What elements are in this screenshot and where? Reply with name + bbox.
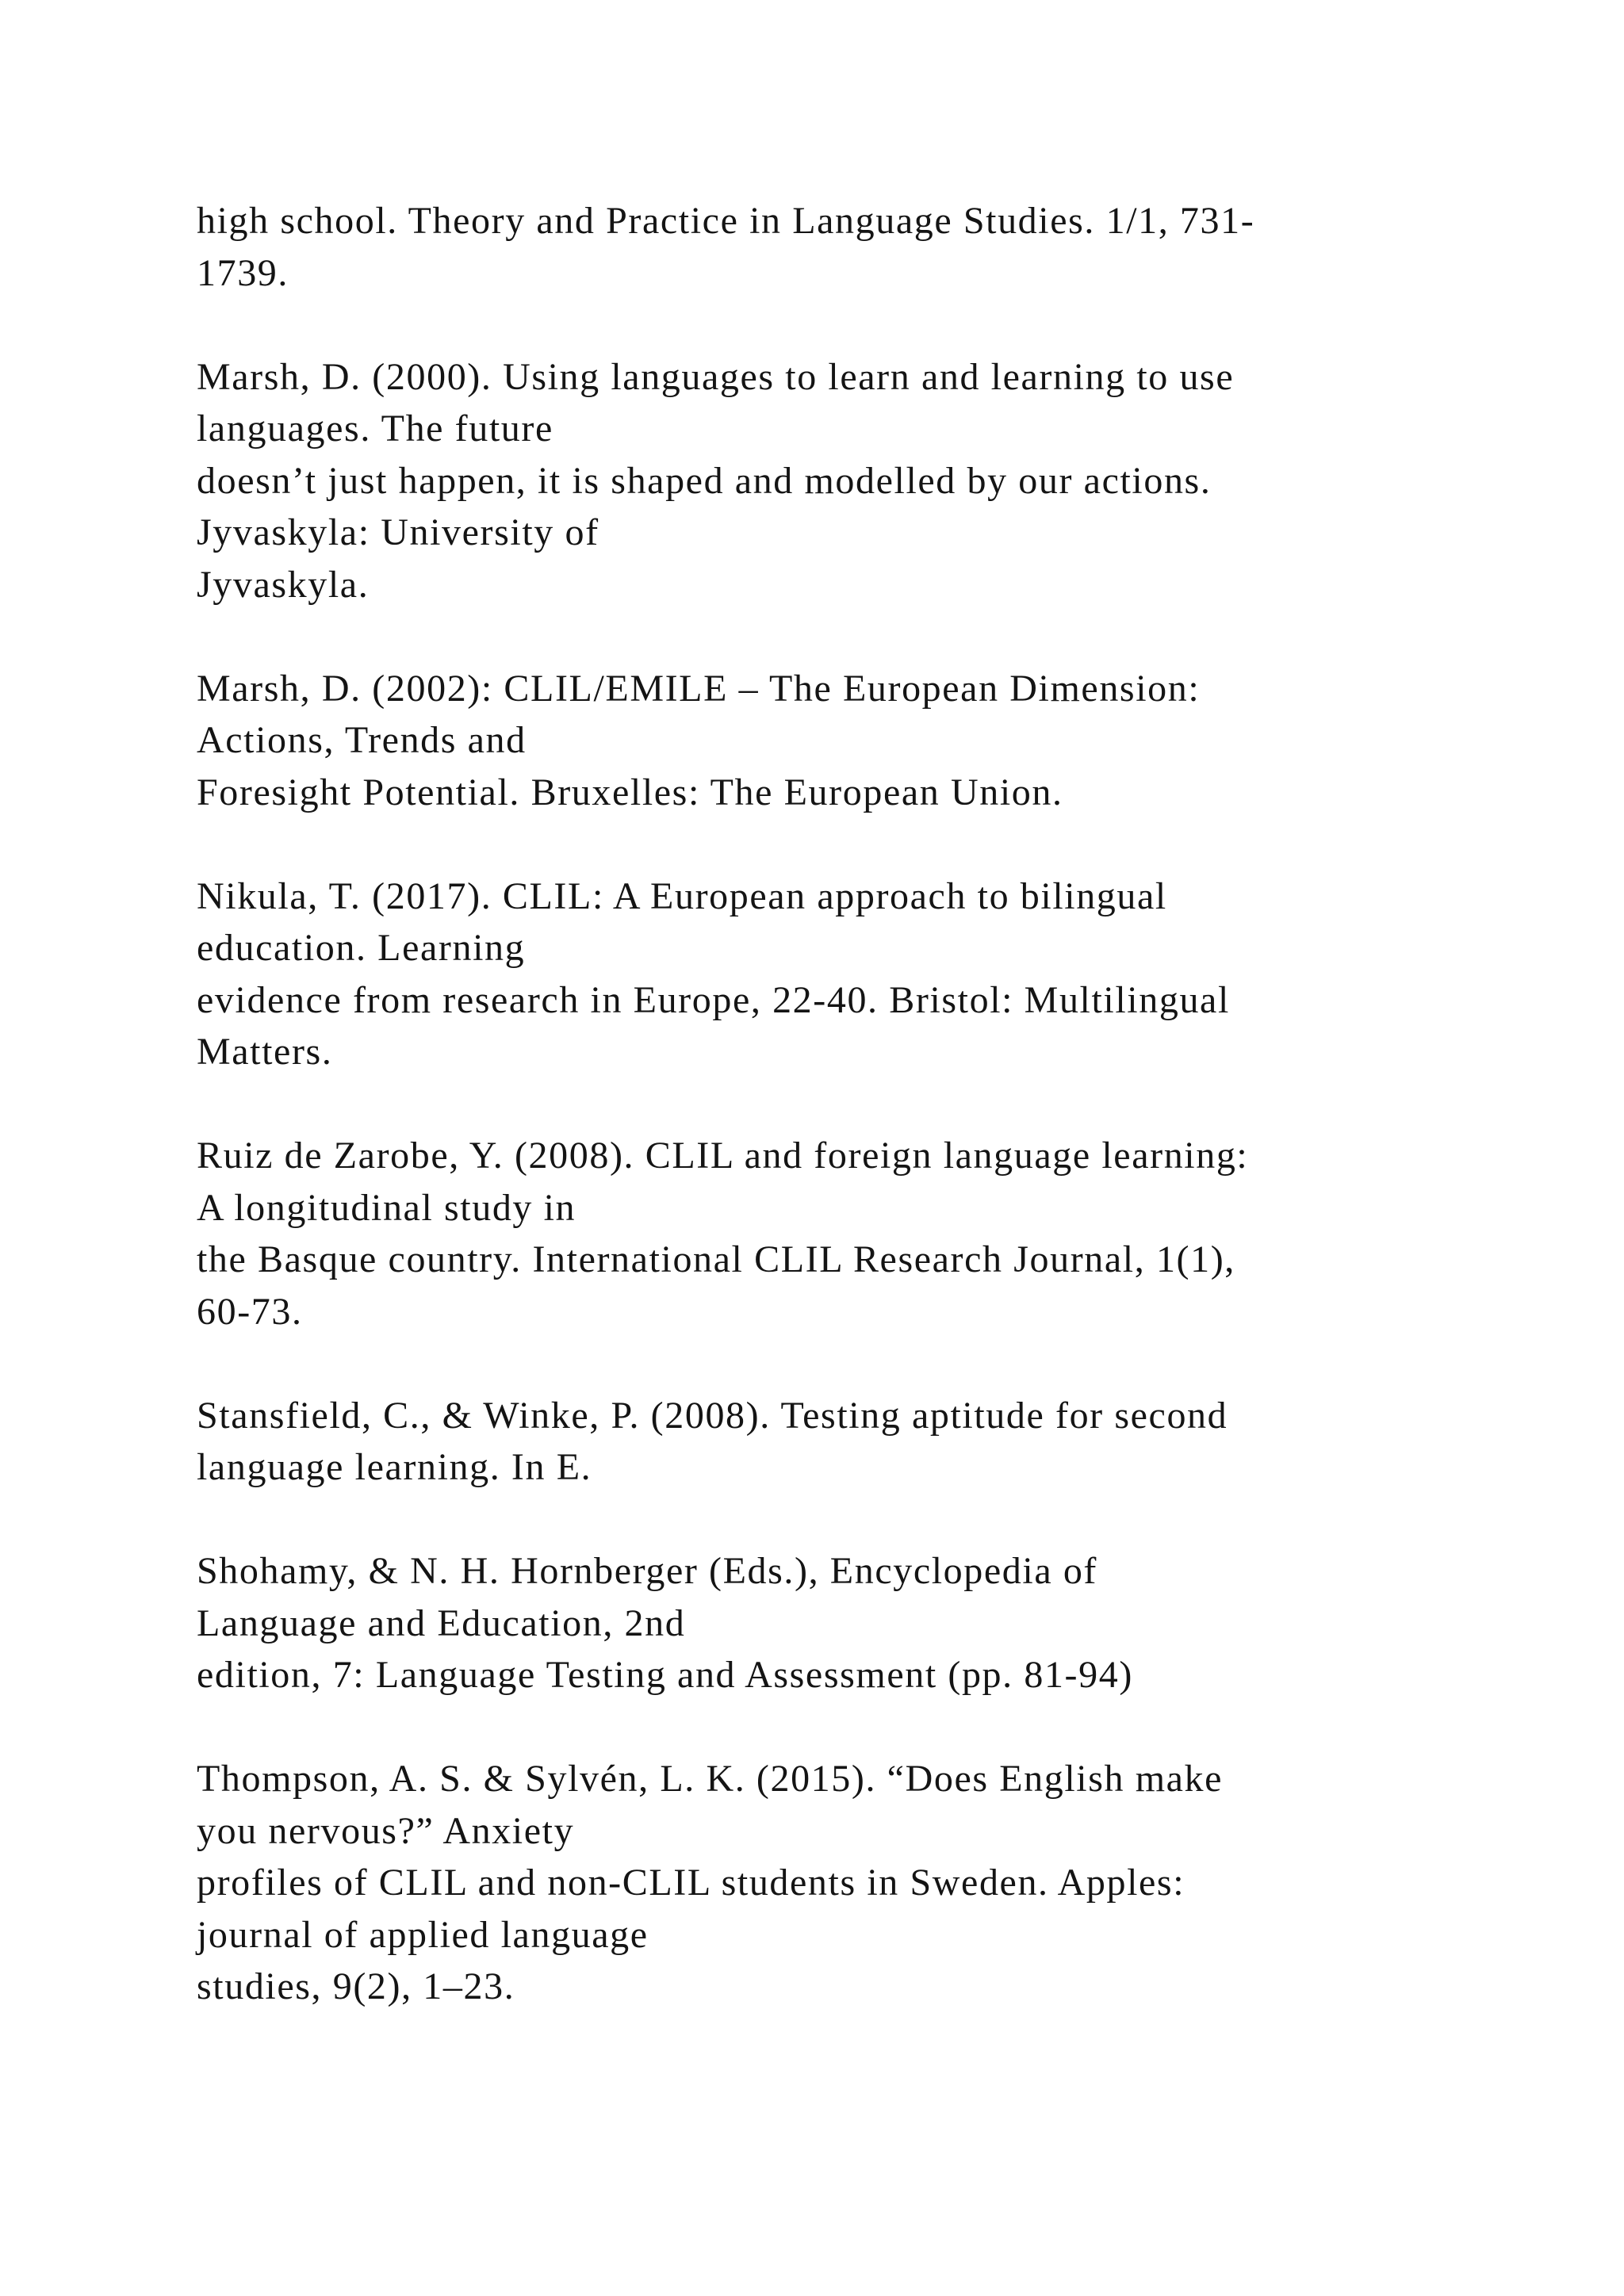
reference-list: [197, 195, 1545, 2013]
reference-line: Language and Education, 2nd: [197, 1601, 686, 1644]
reference-line: high school. Theory and Practice in Language Studies. 1/1, 731-: [197, 200, 1255, 242]
reference-line: language learning. In E.: [197, 1446, 592, 1488]
reference-line: Matters.: [197, 1031, 333, 1073]
reference-line: you nervous?” Anxiety: [197, 1809, 575, 1852]
reference-entry: [197, 195, 1545, 299]
reference-entry: [197, 871, 1545, 1078]
reference-line: Stansfield, C., & Winke, P. (2008). Testing aptitude for second: [197, 1394, 1228, 1437]
reference-line: profiles of CLIL and non-CLIL students in Sweden. Apples:: [197, 1862, 1185, 1904]
reference-line: Shohamy, & N. H. Hornberger (Eds.), Encyclopedia of: [197, 1550, 1098, 1592]
reference-line: Thompson, A. S. & Sylvén, L. K. (2015). “Does English make: [197, 1758, 1224, 1800]
reference-line: Actions, Trends and: [197, 719, 527, 761]
reference-line: evidence from research in Europe, 22-40. Bristol: Multilingual: [197, 978, 1230, 1021]
reference-line: education. Learning: [197, 927, 526, 969]
reference-line: Jyvaskyla.: [197, 563, 370, 606]
reference-line: Nikula, T. (2017). CLIL: A European approach to bilingual: [197, 874, 1167, 917]
reference-line: A longitudinal study in: [197, 1186, 576, 1229]
reference-line: studies, 9(2), 1–23.: [197, 1965, 515, 2007]
reference-line: Marsh, D. (2002): CLIL/EMILE – The European Dimension:: [197, 667, 1201, 710]
reference-entry: [197, 351, 1545, 611]
reference-line: Marsh, D. (2000). Using languages to learn and learning to use: [197, 355, 1235, 398]
reference-line: Foresight Potential. Bruxelles: The European Union.: [197, 771, 1063, 813]
reference-entry: [197, 1545, 1545, 1701]
reference-entry: [197, 1130, 1545, 1337]
reference-line: doesn’t just happen, it is shaped and modelled by our actions.: [197, 459, 1212, 502]
reference-line: the Basque country. International CLIL Research Journal, 1(1),: [197, 1238, 1235, 1280]
reference-entry: [197, 663, 1545, 819]
reference-line: journal of applied language: [197, 1913, 649, 1956]
reference-line: languages. The future: [197, 408, 553, 450]
reference-line: edition, 7: Language Testing and Assessment (pp. 81-94): [197, 1654, 1133, 1696]
reference-line: Jyvaskyla: University of: [197, 511, 599, 553]
reference-entry: [197, 1753, 1545, 2013]
reference-line: 1739.: [197, 251, 289, 294]
reference-entry: [197, 1390, 1545, 1494]
reference-line: 60-73.: [197, 1290, 303, 1333]
reference-line: Ruiz de Zarobe, Y. (2008). CLIL and foreign language learning:: [197, 1135, 1249, 1177]
